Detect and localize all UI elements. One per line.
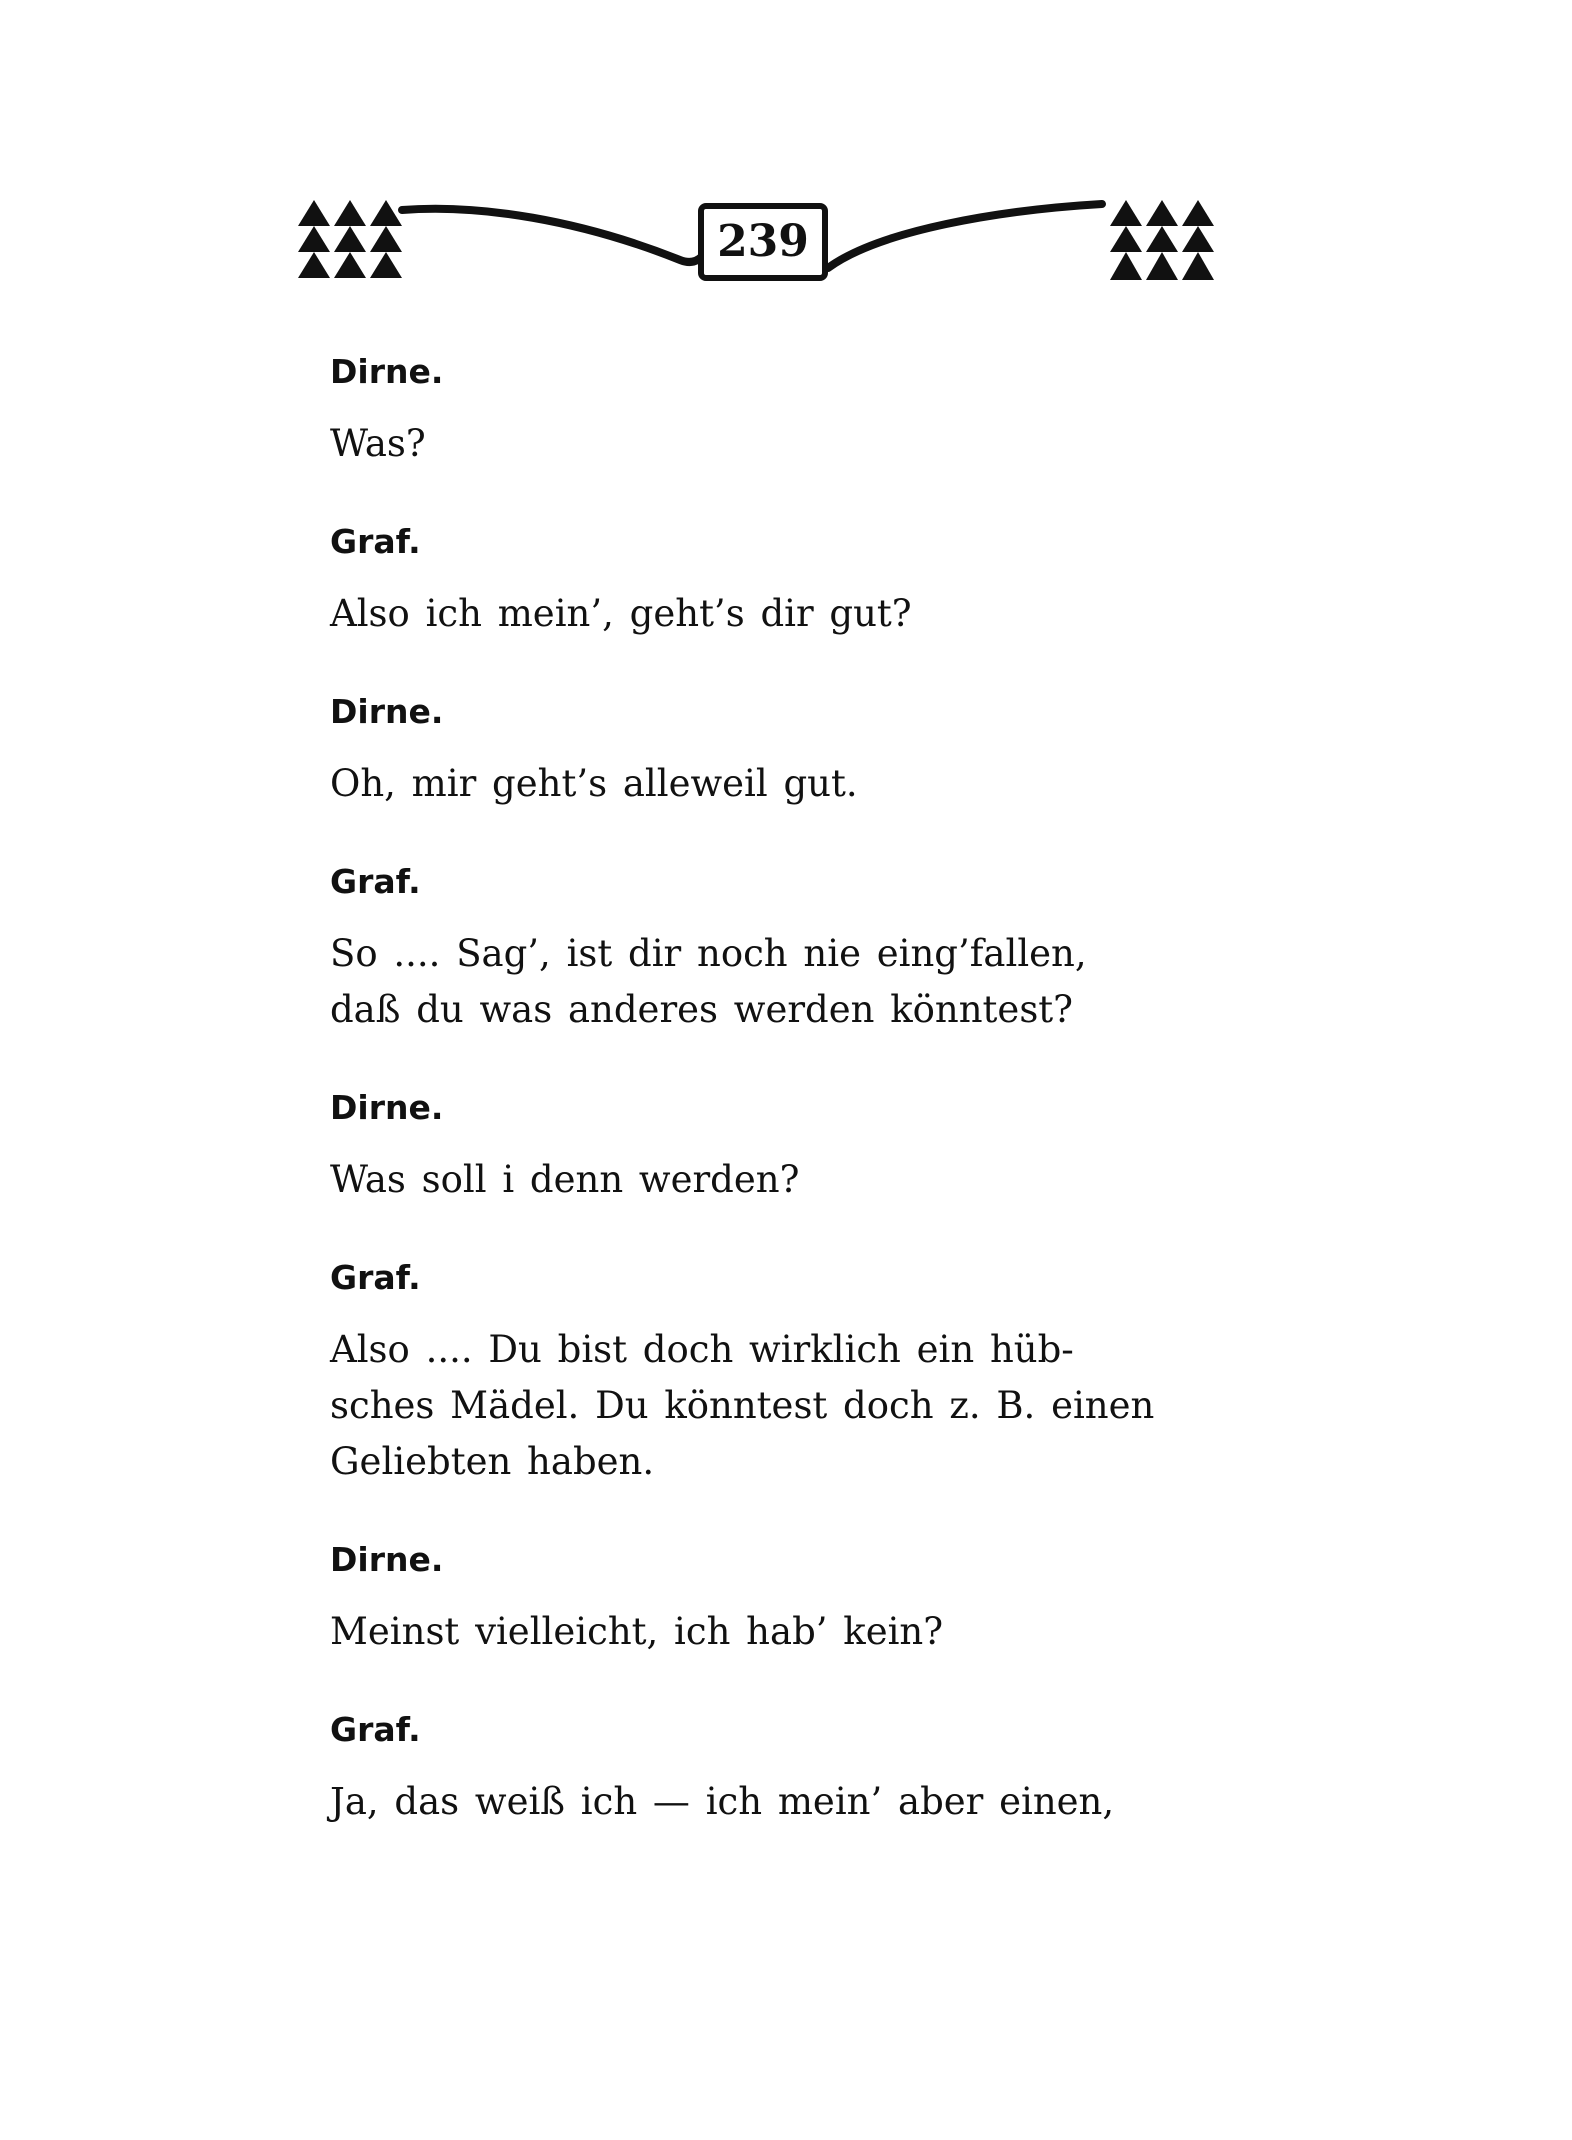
dialogue-line: Also ich mein’, geht’s dir gut? [330,592,912,635]
dialogue-line: Also .... Du bist doch wirklich ein hüb- [330,1328,1074,1371]
left-triangle-cluster-icon [298,200,402,278]
speaker-name: Dirne. [330,1088,444,1127]
dialogue-line: daß du was anderes werden könntest? [330,988,1074,1031]
dialogue-line: Geliebten haben. [330,1440,655,1483]
speaker-name: Graf. [330,862,421,901]
speaker-name: Graf. [330,1258,421,1297]
speaker-name: Dirne. [330,1540,444,1579]
dialogue-block [330,690,1190,812]
dialogue-line: Meinst vielleicht, ich hab’ kein? [330,1610,944,1653]
dialogue [330,350,1190,1830]
dialogue-line: Ja, das weiß ich — ich mein’ aber einen, [330,1780,1115,1823]
dialogue-line: Was? [330,422,426,465]
dialogue-block [330,1538,1190,1660]
dialogue-block [330,350,1190,472]
page-number: 239 [698,203,828,281]
dialogue-line: sches Mädel. Du könntest doch z. B. einen [330,1384,1155,1427]
speaker-name: Graf. [330,1710,421,1749]
dialogue-line: Oh, mir geht’s alleweil gut. [330,762,858,805]
dialogue-line: Was soll i denn werden? [330,1158,800,1201]
dialogue-block [330,520,1190,642]
speaker-name: Dirne. [330,692,444,731]
dialogue-block [330,860,1190,1038]
right-triangle-cluster-icon [1110,200,1214,280]
speaker-name: Graf. [330,522,421,561]
dialogue-block [330,1086,1190,1208]
dialogue-block [330,1708,1190,1830]
speaker-name: Dirne. [330,352,444,391]
dialogue-line: So .... Sag’, ist dir noch nie eing’fallen, [330,932,1087,975]
dialogue-block [330,1256,1190,1490]
